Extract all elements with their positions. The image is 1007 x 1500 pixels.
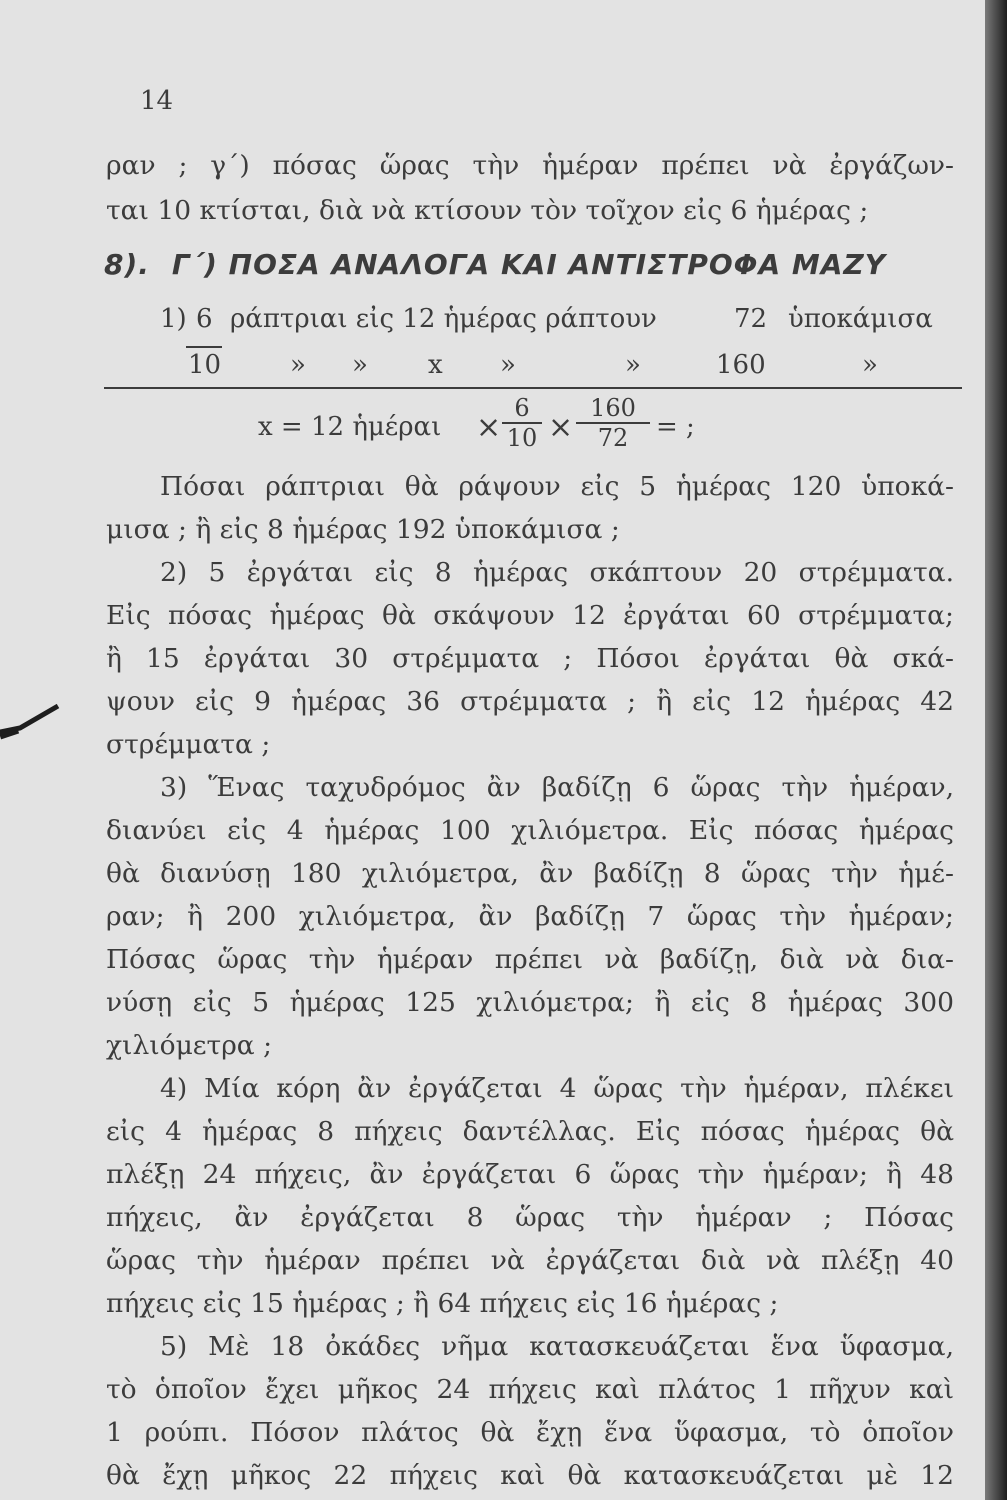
margin-ink-mark — [0, 700, 60, 740]
text-line: ραν ; γ΄) πόσας ὥρας τὴν ἡμέραν πρέπει νὰ ἐργάζων- — [106, 150, 954, 181]
text-line: 3) Ἕνας ταχυδρόμος ἂν βαδίζῃ 6 ὥρας τὴν ἡμέραν, — [160, 772, 954, 803]
setup-cell: 1) — [160, 304, 187, 334]
page-number: 14 — [140, 86, 174, 116]
text-line: μισα ; ἢ εἰς 8 ἡμέρας 192 ὑποκάμισα ; — [106, 514, 620, 545]
text-line: διανύει εἰς 4 ἡμέρας 100 χιλιόμετρα. Εἰς πόσας ἡμέρας — [106, 815, 954, 846]
fraction — [576, 394, 650, 452]
setup-cell: x — [428, 350, 443, 380]
section-title: Γ΄) ΠΟΣΑ ΑΝΑΛΟΓΑ ΚΑΙ ΑΝΤΙΣΤΡΟΦΑ ΜΑΖΥ — [171, 248, 886, 281]
formula-tail: = ; — [656, 412, 695, 442]
text-line: ἢ 15 ἐργάται 30 στρέμματα ; Πόσοι ἐργάται θὰ σκά- — [106, 643, 954, 674]
text-line: Πόσας ὥρας τὴν ἡμέραν πρέπει νὰ βαδίζῃ, διὰ νὰ δια- — [106, 944, 954, 975]
page-edge-shadow — [985, 0, 1007, 1500]
text-line: χιλιόμετρα ; — [106, 1030, 273, 1061]
text-line: θὰ διανύσῃ 180 χιλιόμετρα, ἂν βαδίζῃ 8 ὥρας τὴν ἡμέ- — [106, 858, 954, 889]
numerator: 160 — [590, 394, 636, 422]
setup-cell: » — [290, 350, 306, 380]
text-line: πήχεις, ἂν ἐργάζεται 8 ὥρας τὴν ἡμέραν ; Πόσας — [106, 1202, 954, 1233]
fraction — [502, 394, 542, 452]
setup-cell: » — [862, 350, 878, 380]
text-line: ψουν εἰς 9 ἡμέρας 36 στρέμματα ; ἢ εἰς 12 ἡμέρας 42 — [106, 686, 954, 717]
denominator: 72 — [597, 424, 629, 452]
times-sign: × — [476, 410, 502, 445]
text-line: 5) Μὲ 18 ὀκάδες νῆμα κατασκευάζεται ἕνα ὕφασμα, — [160, 1331, 954, 1362]
setup-cell: 6 — [196, 304, 213, 334]
setup-cell: » — [352, 350, 368, 380]
denominator: 10 — [506, 424, 538, 452]
section-heading — [104, 248, 960, 281]
text-line: ται 10 κτίσται, διὰ νὰ κτίσουν τὸν τοῖχον εἰς 6 ἡμέρας ; — [106, 195, 869, 226]
text-line: εἰς 4 ἡμέρας 8 πήχεις δαντέλλας. Εἰς πόσας ἡμέρας θὰ — [106, 1116, 954, 1147]
numerator: 6 — [514, 394, 530, 422]
text-line: ὥρας τὴν ἡμέραν πρέπει νὰ ἐργάζεται διὰ νὰ πλέξῃ 40 — [106, 1245, 954, 1276]
text-line: 2) 5 ἐργάται εἰς 8 ἡμέρας σκάπτουν 20 στρέμματα. — [160, 557, 954, 588]
text-line: νύσῃ εἰς 5 ἡμέρας 125 χιλιόμετρα; ἢ εἰς 8 ἡμέρας 300 — [106, 987, 954, 1018]
section-number: 8). — [104, 248, 150, 281]
text-line: Πόσαι ράπτριαι θὰ ράψουν εἰς 5 ἡμέρας 120 ὑποκά- — [160, 471, 954, 502]
text-line: τὸ ὁποῖον ἔχει μῆκος 24 πήχεις καὶ πλάτος 1 πῆχυν καὶ — [106, 1374, 954, 1405]
text-line: πήχεις εἰς 15 ἡμέρας ; ἢ 64 πήχεις εἰς 16 ἡμέρας ; — [106, 1288, 779, 1319]
setup-cell: » — [500, 350, 516, 380]
times-sign: × — [548, 410, 574, 445]
underline — [186, 346, 222, 348]
setup-cell: ὑποκάμισα — [788, 304, 933, 334]
setup-cell: 10 — [188, 350, 222, 380]
text-line: 4) Μία κόρη ἂν ἐργάζεται 4 ὥρας τὴν ἡμέραν, πλέκει — [160, 1073, 954, 1104]
setup-cell: » — [625, 350, 641, 380]
formula — [258, 390, 778, 460]
setup-cell: 72 — [734, 304, 768, 334]
text-line: Εἰς πόσας ἡμέρας θὰ σκάψουν 12 ἐργάται 60 στρέμματα; — [106, 600, 954, 631]
text-line: στρέμματα ; — [106, 729, 271, 760]
formula-lhs: x = 12 ἡμέραι — [258, 412, 442, 442]
text-line: θὰ ἔχῃ μῆκος 22 πήχεις καὶ θὰ κατασκευάζεται μὲ 12 — [106, 1460, 954, 1491]
text-line: 1 ρούπι. Πόσον πλάτος θὰ ἔχῃ ἕνα ὕφασμα, τὸ ὁποῖον — [106, 1417, 954, 1448]
horizontal-rule — [104, 387, 962, 389]
text-line: πλέξῃ 24 πήχεις, ἂν ἐργάζεται 6 ὥρας τὴν ἡμέραν; ἢ 48 — [106, 1159, 954, 1190]
text-line: ραν; ἢ 200 χιλιόμετρα, ἂν βαδίζῃ 7 ὥρας τὴν ἡμέραν; — [106, 901, 954, 932]
setup-cell: ράπτριαι εἰς 12 ἡμέρας ράπτουν — [230, 304, 657, 334]
setup-cell: 160 — [716, 350, 766, 380]
